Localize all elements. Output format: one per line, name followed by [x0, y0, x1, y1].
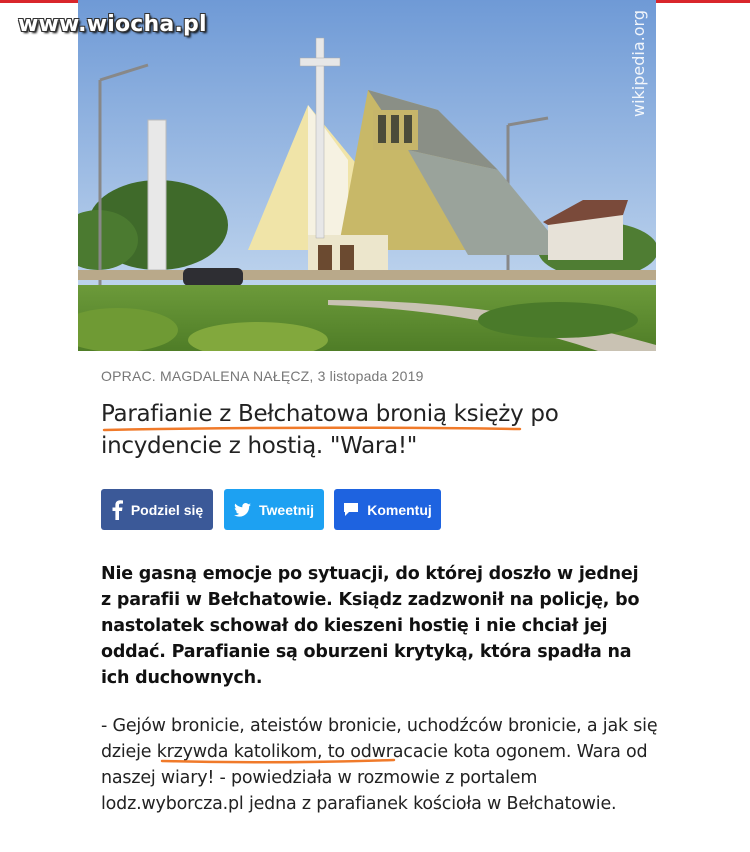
- twitter-icon: [234, 503, 251, 517]
- article-byline: OPRAC. MAGDALENA NAŁĘCZ, 3 listopada 2019: [101, 368, 424, 384]
- church-illustration: [78, 0, 656, 351]
- article-photo[interactable]: [78, 0, 656, 351]
- article-headline: Parafianie z Bełchatowa bronią księży po incydencie z hostią. "Wara!": [101, 401, 559, 459]
- article-body-paragraph: - Gejów bronicie, ateistów bronicie, uchodźców bronicie, a jak się dzieje krzywda katolikom, to odwracacie kota ogonem. Wara od naszej wiary! - powiedziała w rozmowie z portalem lodz.wyborcza.pl jedna z parafianek kościoła w Bełchatowie.: [101, 716, 658, 814]
- twitter-share-label: Tweetnij: [259, 501, 314, 518]
- facebook-icon: [111, 500, 123, 520]
- facebook-share-button[interactable]: [101, 489, 213, 530]
- comment-label: Komentuj: [367, 501, 432, 518]
- article-lead: Nie gasną emocje po sytuacji, do której doszło w jednej z parafii w Bełchatowie. Ksiądz zadzwonił na policję, bo nastolatek schował do kieszeni hostię i nie chciał jej oddać. Parafianie są oburzeni krytyką, która spadła na ich duchownych.: [101, 564, 640, 688]
- comment-button[interactable]: [334, 489, 441, 530]
- site-watermark: www.wiocha.pl: [18, 12, 207, 37]
- facebook-share-label: Podziel się: [130, 501, 204, 518]
- comment-icon: [343, 502, 359, 517]
- body-highlight-underline: [160, 757, 396, 765]
- headline-highlight-underline: [102, 425, 522, 433]
- twitter-share-button[interactable]: [224, 489, 324, 530]
- photo-credit: wikipedia.org: [629, 10, 648, 117]
